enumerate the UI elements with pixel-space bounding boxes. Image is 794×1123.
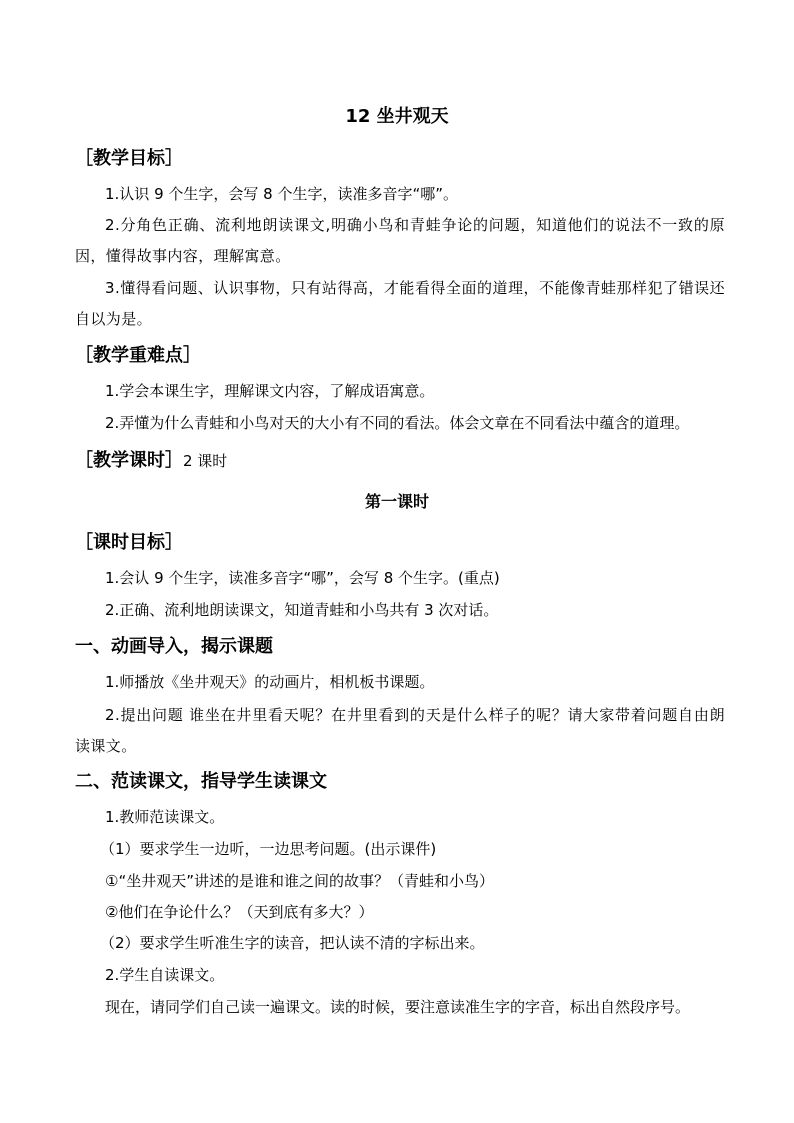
lesson-goal-item: 1.会认 9 个生字，读准多音字“哪”，会写 8 个生字。(重点) [105,569,500,587]
part-two-item: （1）要求学生一边听，一边思考问题。(出示课件) [100,840,437,858]
part-two-item: 现在，请同学们自己读一遍课文。读的时候，要注意读准生字的字音，标出自然段序号。 [105,998,691,1016]
lesson-one-title: 第一课时 [364,492,429,511]
key-point-item: 1.学会本课生字，理解课文内容，了解成语寓意。 [105,382,435,400]
key-point-item: 2.弄懂为什么青蛙和小鸟对天的大小有不同的看法。体会文章在不同看法中蕴含的道理。 [105,414,690,432]
part-two-item: （2）要求学生听准生字的读音，把认读不清的字标出来。 [100,934,485,952]
class-hours-value: 2 课时 [183,452,228,470]
class-hours-line [75,449,227,473]
lesson-goals-heading: ［课时目标］ [75,532,183,553]
part-two-item: ②他们在争论什么？（天到底有多大？） [105,903,374,921]
key-points-heading: ［教学重难点］ [75,345,201,366]
part-two-item: 2.学生自读课文。 [105,966,225,984]
part-two-item: 1.教师范读课文。 [105,808,225,826]
teaching-goals-heading: ［教学目标］ [75,148,183,169]
part-one-heading: 一、动画导入，揭示课题 [75,636,273,657]
part-one-item: 2.提出问题 谁坐在井里看天呢？在井里看到的天是什么样子的呢？请大家带着问题自由朗读课文。 [75,706,725,755]
document-title: 12 坐井观天 [345,106,449,127]
teaching-goal-item: 1.认识 9 个生字，会写 8 个生字，读准多音字“哪”。 [105,185,459,203]
part-two-item: ①“坐井观天”讲述的是谁和谁之间的故事？（青蛙和小鸟） [105,872,494,890]
lesson-goal-item: 2.正确、流利地朗读课文，知道青蛙和小鸟共有 3 次对话。 [105,601,499,619]
teaching-goal-item: 2.分角色正确、流利地朗读课文,明确小鸟和青蛙争论的问题，知道他们的说法不一致的原因，懂得故事内容，理解寓意。 [75,216,725,265]
class-hours-heading: ［教学课时］ [75,450,183,471]
part-one-item: 1.师播放《坐井观天》的动画片，相机板书课题。 [105,673,435,691]
part-two-heading: 二、范读课文，指导学生读课文 [75,771,327,792]
teaching-goal-item: 3.懂得看问题、认识事物，只有站得高，才能看得全面的道理，不能像青蛙那样犯了错误还自以为是。 [75,279,725,328]
